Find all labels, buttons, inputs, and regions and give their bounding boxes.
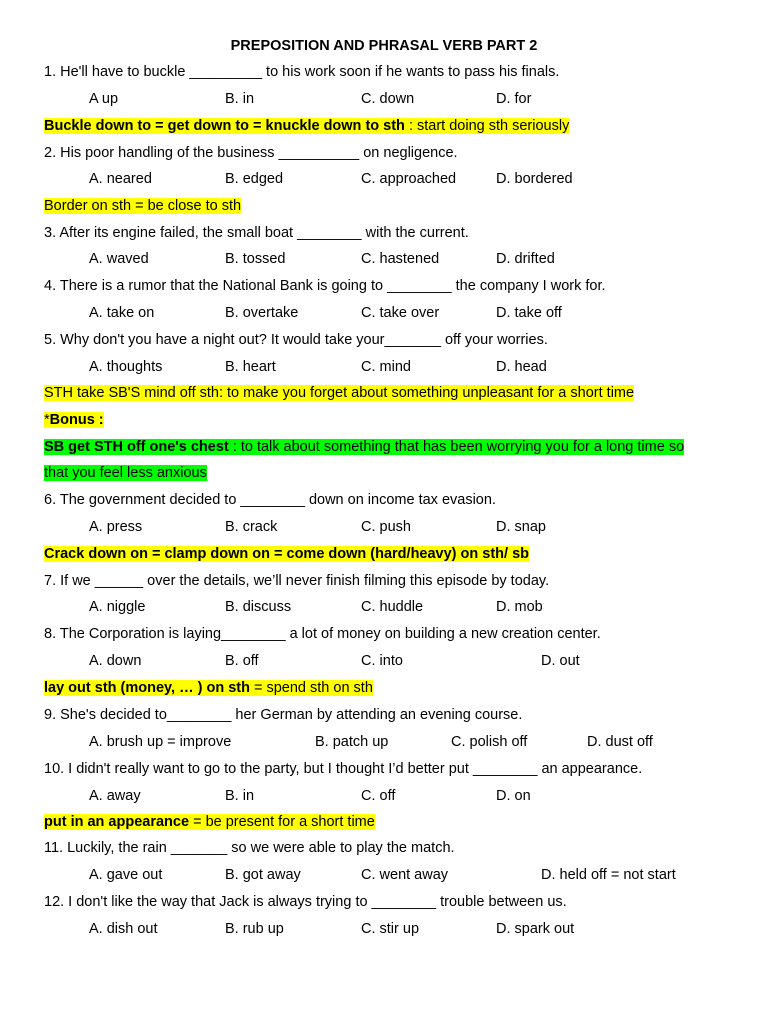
q6-option-c: C. push [361,519,411,535]
question-9: 9. She's decided to________ her German by attending an evening course. [44,707,523,723]
question-1: 1. He'll have to buckle _________ to his work soon if he wants to pass his finals. [44,64,560,80]
note-8-definition: = spend sth on sth [249,680,373,696]
question-12: 12. I don't like the way that Jack is always trying to ________ trouble between us. [44,894,567,910]
q12-option-c: C. stir up [361,921,420,937]
note-6 [44,544,529,564]
q9-option-d: D. dust off [587,734,653,750]
note-10-definition: = be present for a short time [189,814,375,830]
question-5: 5. Why don't you have a night out? It would take your_______ off your worries. [44,332,548,348]
question-3: 3. After its engine failed, the small boat ________ with the current. [44,225,469,241]
note-8 [44,678,373,698]
bonus-term: SB get STH off one's chest [44,439,229,455]
note-10 [44,812,375,832]
q9-option-c: C. polish off [451,734,528,750]
note-10-term: put in an appearance [44,814,190,830]
question-2: 2. His poor handling of the business __________ on negligence. [44,145,458,161]
q6-option-d: D. snap [496,519,546,535]
note-5-text: STH take SB'S mind off sth: to make you forget about something unpleasant for a short time [44,385,635,401]
q3-option-c: C. hastened [361,251,440,267]
bonus-star: * [44,412,50,428]
q2-option-b: B. edged [225,171,284,187]
q8-option-b: B. off [225,653,259,669]
note-8-term: lay out sth (money, … ) on sth [44,680,250,696]
question-6: 6. The government decided to ________ down on income tax evasion. [44,492,496,508]
q4-option-a: A. take on [89,305,155,321]
q2-option-d: D. bordered [496,171,573,187]
q1-option-b: B. in [225,91,255,107]
note-2-text: Border on sth = be close to sth [44,198,242,214]
q12-option-b: B. rub up [225,921,284,937]
q5-option-b: B. heart [225,359,276,375]
note-1-definition: : start doing sth seriously [404,118,570,134]
question-11: 11. Luckily, the rain _______ so we were able to play the match. [44,840,455,856]
q8-option-d: D. out [541,653,580,669]
q1-option-c: C. down [361,91,415,107]
note-5 [44,383,634,403]
q12-option-d: D. spark out [496,921,575,937]
q10-option-b: B. in [225,788,255,804]
q4-option-b: B. overtake [225,305,299,321]
q1-option-a: A up [89,91,119,107]
q7-option-b: B. discuss [225,599,292,615]
q6-option-b: B. crack [225,519,278,535]
note-6-text: Crack down on = clamp down on = come down (hard/heavy) on sth/ sb [44,546,530,562]
q3-option-a: A. waved [89,251,149,267]
q2-option-c: C. approached [361,171,457,187]
question-4: 4. There is a rumor that the National Bank is going to ________ the company I work for. [44,278,606,294]
q11-option-a: A. gave out [89,867,163,883]
q9-option-a: A. brush up = improve [89,734,232,750]
q10-option-a: A. away [89,788,141,804]
q8-option-c: C. into [361,653,403,669]
q5-option-a: A. thoughts [89,359,163,375]
q4-option-d: D. take off [496,305,562,321]
q7-option-c: C. huddle [361,599,424,615]
q12-option-a: A. dish out [89,921,158,937]
note-1-term: Buckle down to = get down to = knuckle down to sth [44,118,405,134]
q2-option-a: A. neared [89,171,152,187]
q11-option-b: B. got away [225,867,301,883]
note-2 [44,196,241,216]
q10-option-d: D. on [496,788,531,804]
question-8: 8. The Corporation is laying________ a lot of money on building a new creation center. [44,626,601,642]
bonus-note-line-1 [44,437,684,457]
q4-option-c: C. take over [361,305,440,321]
q6-option-a: A. press [89,519,143,535]
q7-option-a: A. niggle [89,599,146,615]
q11-option-d: D. held off = not start [541,867,676,883]
q5-option-c: C. mind [361,359,411,375]
q3-option-b: B. tossed [225,251,286,267]
q5-option-d: D. head [496,359,547,375]
q9-option-b: B. patch up [315,734,389,750]
question-7: 7. If we ______ over the details, we’ll never finish filming this episode by today. [44,573,550,589]
bonus-definition-1: : to talk about something that has been worrying you for a long time so [228,439,685,455]
page-title: PREPOSITION AND PHRASAL VERB PART 2 [230,38,538,54]
q3-option-d: D. drifted [496,251,555,267]
q1-option-d: D. for [496,91,532,107]
bonus-label: Bonus : [49,412,104,428]
q7-option-d: D. mob [496,599,543,615]
question-10: 10. I didn't really want to go to the party, but I thought I’d better put ________ an appearance. [44,761,643,777]
q8-option-a: A. down [89,653,142,669]
note-1 [44,116,569,136]
bonus-heading [44,410,104,430]
q11-option-c: C. went away [361,867,449,883]
bonus-note-line-2 [44,463,207,483]
q10-option-c: C. off [361,788,396,804]
bonus-definition-2: that you feel less anxious [44,465,207,481]
